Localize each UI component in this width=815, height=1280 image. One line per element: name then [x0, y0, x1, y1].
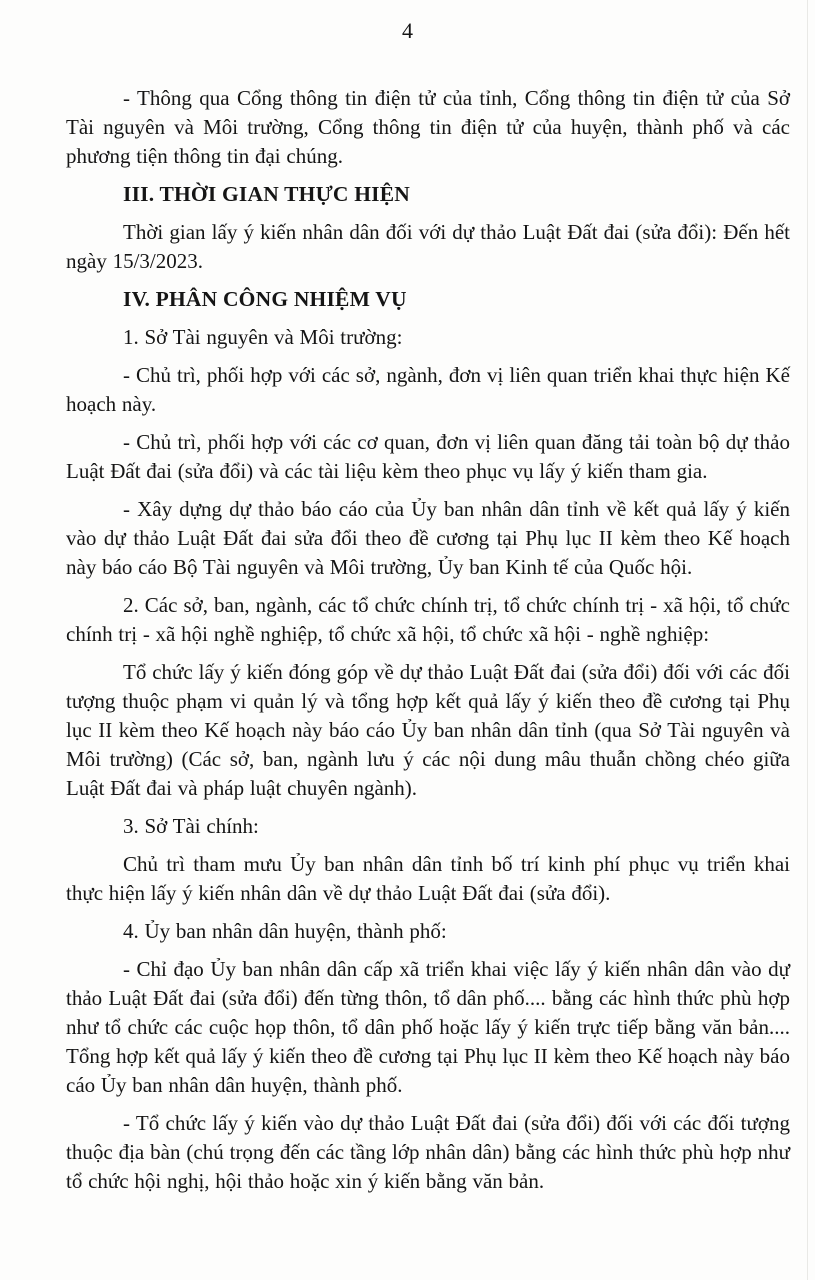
heading-section-iv-task-assignment: IV. PHÂN CÔNG NHIỆM VỤ [123, 287, 407, 311]
paragraph-collect-opinions-scope: Tổ chức lấy ý kiến đóng góp về dự thảo Luật Đất đai (sửa đổi) đối với các đối tượng thuộc phạm vi quản lý và tổng hợp kết quả lấy ý kiến theo đề cương tại Phụ lục II kèm theo Kế hoạch này báo cáo Ủy ban nhân dân tỉnh (qua Sở Tài nguyên và Môi trường) (Các sở, ban, ngành lưu ý các nội dung mâu thuẫn chồng chéo giữa Luật Đất đai và pháp luật chuyên ngành). [66, 660, 790, 800]
paragraph-funding: Chủ trì tham mưu Ủy ban nhân dân tỉnh bố trí kinh phí phục vụ triển khai thực hiện lấy ý kiến nhân dân về dự thảo Luật Đất đai (sửa đổi). [66, 852, 790, 905]
paragraph-deadline: Thời gian lấy ý kiến nhân dân đối với dự thảo Luật Đất đai (sửa đổi): Đến hết ngày 15/3/2023. [66, 220, 790, 273]
item-3-department-finance: 3. Sở Tài chính: [123, 814, 259, 838]
paragraph-commune-level-direction: - Chỉ đạo Ủy ban nhân dân cấp xã triển khai việc lấy ý kiến nhân dân vào dự thảo Luật Đất đai (sửa đổi) đến từng thôn, tổ dân phố.... bằng các hình thức phù hợp như tổ chức các cuộc họp thôn, tổ dân phố hoặc lấy ý kiến trực tiếp bằng văn bản.... Tổng hợp kết quả lấy ý kiến theo đề cương tại Phụ lục II kèm theo Kế hoạch này báo cáo Ủy ban nhân dân huyện, thành phố. [66, 957, 790, 1097]
paragraph-local-consultation: - Tổ chức lấy ý kiến vào dự thảo Luật Đất đai (sửa đổi) đối với các đối tượng thuộc địa bàn (chú trọng đến các tầng lớp nhân dân) bằng các hình thức phù hợp như tổ chức hội nghị, hội thảo hoặc xin ý kiến bằng văn bản. [66, 1111, 790, 1193]
item-2-departments-organizations: 2. Các sở, ban, ngành, các tổ chức chính trị, tổ chức chính trị - xã hội, tổ chức chính trị - xã hội nghề nghiệp, tổ chức xã hội, tổ chức xã hội - nghề nghiệp: [66, 593, 790, 646]
item-1-department-natural-resources: 1. Sở Tài nguyên và Môi trường: [123, 325, 403, 349]
scan-edge-artifact [807, 0, 808, 1280]
paragraph-portal-channels: - Thông qua Cổng thông tin điện tử của tỉnh, Cổng thông tin điện tử của Sở Tài nguyên và Môi trường, Cổng thông tin điện tử của huyện, thành phố và các phương tiện thông tin đại chúng. [66, 86, 790, 168]
paragraph-coordinate-implementation: - Chủ trì, phối hợp với các sở, ngành, đơn vị liên quan triển khai thực hiện Kế hoạch này. [66, 363, 790, 416]
page-number: 4 [402, 18, 413, 43]
item-4-district-peoples-committee: 4. Ủy ban nhân dân huyện, thành phố: [123, 919, 447, 943]
document-body [66, 84, 790, 1205]
heading-section-iii-implementation-time: III. THỜI GIAN THỰC HIỆN [123, 182, 410, 206]
paragraph-publish-draft-law: - Chủ trì, phối hợp với các cơ quan, đơn vị liên quan đăng tải toàn bộ dự thảo Luật Đất đai (sửa đổi) và các tài liệu kèm theo phục vụ lấy ý kiến tham gia. [66, 430, 790, 483]
paragraph-draft-report: - Xây dựng dự thảo báo cáo của Ủy ban nhân dân tỉnh về kết quả lấy ý kiến vào dự thảo Luật Đất đai sửa đổi theo đề cương tại Phụ lục II kèm theo Kế hoạch này báo cáo Bộ Tài nguyên và Môi trường, Ủy ban Kinh tế của Quốc hội. [66, 497, 790, 579]
